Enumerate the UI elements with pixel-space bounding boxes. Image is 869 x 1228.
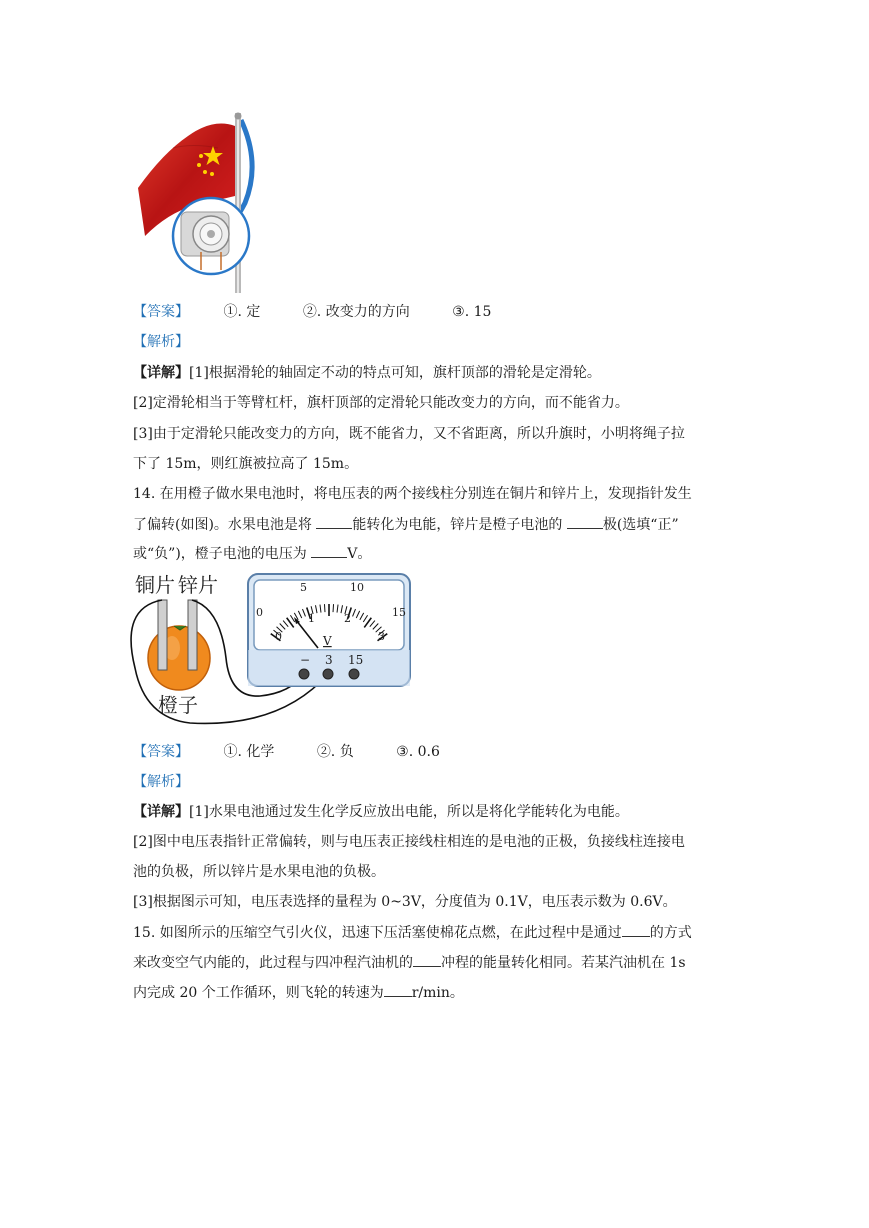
zinc-plate — [188, 600, 197, 670]
answer-tag: 【答案】 — [133, 744, 189, 760]
answer-item-1: ①. 定 — [223, 304, 261, 320]
q14-line-2 — [133, 514, 679, 535]
q15-text-d: 冲程的能量转化相同。若某汽油机在 1s — [441, 955, 686, 971]
q14-detail-line-4: [3]根据图示可知，电压表选择的量程为 0~3V，分度值为 0.1V，电压表示数为 0.6V。 — [133, 894, 677, 910]
q15-line-3 — [133, 982, 464, 1003]
terminal-label-minus: − — [300, 653, 311, 667]
q15-line-1 — [133, 922, 692, 943]
answer-item-2: ②. 改变力的方向 — [302, 304, 410, 320]
scale-tick — [333, 604, 334, 612]
detail-tag: 【详解】 — [133, 365, 189, 381]
bottom-scale-2: 2 — [344, 612, 351, 625]
top-scale-10: 10 — [350, 581, 364, 594]
answer-item-3: ③. 0.6 — [396, 744, 440, 760]
q13-detail-line-3: [3]由于定滑轮只能改变力的方向，既不能省力，又不省距离，所以升旗时，小明将绳子拉 — [133, 426, 685, 442]
bottom-scale-1: 1 — [308, 612, 315, 625]
answer-item-3: ③. 15 — [452, 304, 492, 320]
bottom-scale-0: 0 — [275, 630, 282, 643]
detail-text: [1]根据滑轮的轴固定不动的特点可知，旗杆顶部的滑轮是定滑轮。 — [189, 365, 601, 381]
q14-detail-line-3: 池的负极，所以锌片是水果电池的负极。 — [133, 864, 385, 880]
top-scale-0: 0 — [256, 606, 263, 619]
q14-text-c: 极(选填“正” — [602, 517, 679, 533]
orange-label: 橙子 — [158, 693, 198, 717]
copper-plate — [158, 600, 167, 670]
detail-text: [1]水果电池通过发生化学反应放出电能，所以是将化学能转化为电能。 — [189, 804, 629, 820]
orange-battery-voltmeter-figure — [130, 568, 420, 728]
blank-1 — [622, 922, 650, 937]
zinc-label: 锌片 — [178, 573, 218, 597]
answer-tag: 【答案】 — [133, 304, 189, 320]
q15-text-e: 内完成 20 个工作循环，则飞轮的转速为 — [133, 985, 384, 1001]
q13-detail-line-1 — [133, 363, 601, 383]
q15-text-b: 的方式 — [649, 925, 692, 941]
answer-item-1: ①. 化学 — [223, 744, 275, 760]
terminal-minus — [299, 669, 309, 679]
q14-answer-line — [133, 742, 440, 762]
q15-text-a: 15. 如图所示的压缩空气引火仪，迅速下压活塞使棉花点燃，在此过程中是通过 — [133, 925, 622, 941]
q14-detail-line-2: [2]图中电压表指针正常偏转，则与电压表正接线柱相连的是电池的正极，负接线柱连接电 — [133, 834, 685, 850]
terminal-label-15: 15 — [348, 653, 364, 667]
flagpole-pulley-figure — [133, 108, 258, 293]
q14-line-1: 14. 在用橙子做水果电池时，将电压表的两个接线柱分别连在铜片和锌片上，发现指针发生 — [133, 486, 692, 502]
q14-text-e: V。 — [347, 546, 372, 562]
scale-tick — [324, 604, 325, 612]
bottom-scale-3: 3 — [378, 630, 385, 643]
unit-label: V — [323, 634, 332, 648]
q14-text-d: 或“负”)，橙子电池的电压为 — [133, 546, 312, 562]
q15-line-2 — [133, 952, 686, 973]
q15-text-f: r/min。 — [411, 985, 464, 1001]
blank-1 — [316, 514, 352, 529]
q14-analysis-tag: 【解析】 — [133, 774, 189, 790]
terminal-15 — [349, 669, 359, 679]
terminal-label-3: 3 — [325, 653, 333, 667]
q15-text-c: 来改变空气内能的，此过程与四冲程汽油机的 — [133, 955, 413, 971]
q13-analysis-tag: 【解析】 — [133, 334, 189, 350]
q14-text-b: 能转化为电能，锌片是橙子电池的 — [352, 517, 567, 533]
blank-2 — [567, 514, 603, 529]
q14-detail-line-1 — [133, 802, 629, 822]
top-scale-15: 15 — [392, 606, 406, 619]
top-scale-5: 5 — [300, 581, 307, 594]
q14-text-a: 了偏转(如图)。水果电池是将 — [133, 517, 317, 533]
q13-detail-line-2: [2]定滑轮相当于等臂杠杆，旗杆顶部的定滑轮只能改变力的方向，而不能省力。 — [133, 395, 629, 411]
blank-2 — [413, 952, 441, 967]
blank-3 — [384, 982, 412, 997]
q13-detail-line-4: 下了 15m，则红旗被拉高了 15m。 — [133, 456, 359, 472]
detail-tag: 【详解】 — [133, 804, 189, 820]
terminal-3 — [323, 669, 333, 679]
q14-line-3 — [133, 543, 371, 564]
copper-label: 铜片 — [135, 573, 175, 597]
orange-icon — [148, 626, 210, 690]
blank-3 — [311, 543, 347, 558]
q13-answer-line — [133, 302, 491, 322]
answer-item-2: ②. 负 — [316, 744, 354, 760]
